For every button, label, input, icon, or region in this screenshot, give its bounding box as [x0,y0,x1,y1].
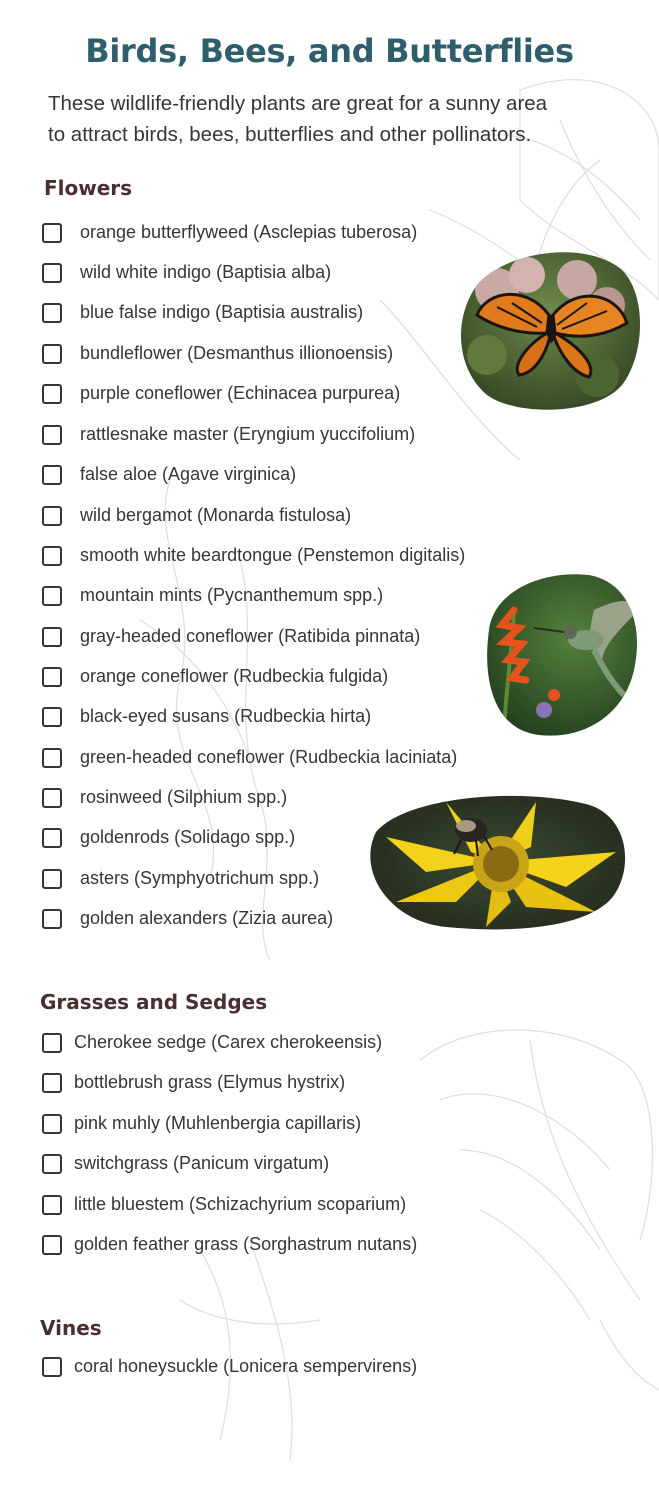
checklist-item[interactable] [42,1356,417,1377]
checklist-item[interactable] [42,868,319,889]
bee-on-flower-photo [366,792,631,932]
item-label: orange coneflower (Rudbeckia fulgida) [80,666,389,686]
intro-line-2: to attract birds, bees, butterflies and other pollinators. [48,123,532,146]
checkbox[interactable] [42,1073,62,1093]
checklist-item[interactable] [42,505,351,526]
item-label: goldenrods (Solidago spp.) [80,827,296,847]
item-label: false aloe (Agave virginica) [80,464,297,484]
checklist-item[interactable] [42,383,400,404]
checklist-item[interactable] [42,545,465,566]
item-label: coral honeysuckle (Lonicera sempervirens) [74,1356,418,1376]
checkbox[interactable] [42,586,62,606]
checklist-item[interactable] [42,666,388,687]
checklist-item[interactable] [42,908,333,929]
checklist-item[interactable] [42,262,331,283]
checkbox[interactable] [42,1114,62,1134]
checkbox[interactable] [42,748,62,768]
checklist-item[interactable] [42,747,457,768]
item-label: gray-headed coneflower (Ratibida pinnata) [80,626,421,646]
item-label: smooth white beardtongue (Penstemon digitalis) [80,545,466,565]
checklist-item[interactable] [42,1032,382,1053]
item-label: orange butterflyweed (Asclepias tuberosa) [80,222,418,242]
item-label: black-eyed susans (Rudbeckia hirta) [80,706,372,726]
checkbox[interactable] [42,506,62,526]
checklist-item[interactable] [42,706,371,727]
checkbox[interactable] [42,707,62,727]
item-label: little bluestem (Schizachyrium scoparium) [74,1194,407,1214]
checklist-item[interactable] [42,464,296,485]
item-label: mountain mints (Pycnanthemum spp.) [80,585,384,605]
checkbox[interactable] [42,1154,62,1174]
checkbox[interactable] [42,546,62,566]
vines-checklist [42,1356,602,1386]
item-label: blue false indigo (Baptisia australis) [80,302,364,322]
checkbox[interactable] [42,384,62,404]
checklist-item[interactable] [42,1153,329,1174]
monarch-butterfly-photo [457,245,641,413]
item-label: pink muhly (Muhlenbergia capillaris) [74,1113,362,1133]
checklist-item[interactable] [42,222,417,243]
checkbox[interactable] [42,1195,62,1215]
checkbox[interactable] [42,909,62,929]
checklist-item[interactable] [42,1194,406,1215]
checklist-item[interactable] [42,1113,361,1134]
item-label: green-headed coneflower (Rudbeckia laciniata) [80,747,458,767]
checklist-item[interactable] [42,787,287,808]
intro-line-1: These wildlife-friendly plants are great for a sunny area [48,92,548,115]
checklist-item[interactable] [42,343,393,364]
item-label: rosinweed (Silphium spp.) [80,787,288,807]
checkbox[interactable] [42,465,62,485]
hummingbird-photo [474,570,640,738]
flowers-heading: Flowers [44,176,133,200]
grasses-checklist [42,1032,602,1262]
checkbox[interactable] [42,828,62,848]
item-label: wild bergamot (Monarda fistulosa) [80,505,352,525]
checkbox[interactable] [42,223,62,243]
grasses-heading: Grasses and Sedges [40,990,268,1014]
checkbox[interactable] [42,263,62,283]
checklist-item[interactable] [42,827,295,848]
checklist-item[interactable] [42,1072,345,1093]
checkbox[interactable] [42,344,62,364]
checkbox[interactable] [42,425,62,445]
checklist-item[interactable] [42,302,363,323]
checkbox[interactable] [42,1033,62,1053]
item-label: asters (Symphyotrichum spp.) [80,868,320,888]
checkbox[interactable] [42,627,62,647]
checkbox[interactable] [42,303,62,323]
page-title: Birds, Bees, and Butterflies [85,32,574,70]
checklist-item[interactable] [42,424,415,445]
checkbox[interactable] [42,667,62,687]
checklist-item[interactable] [42,585,383,606]
checkbox[interactable] [42,869,62,889]
intro-text [48,88,638,150]
item-label: bottlebrush grass (Elymus hystrix) [74,1072,346,1092]
item-label: switchgrass (Panicum virgatum) [74,1153,330,1173]
checklist-item[interactable] [42,626,420,647]
checkbox[interactable] [42,788,62,808]
item-label: golden alexanders (Zizia aurea) [80,908,334,928]
item-label: Cherokee sedge (Carex cherokeensis) [74,1032,383,1052]
vines-heading: Vines [40,1316,102,1340]
item-label: purple coneflower (Echinacea purpurea) [80,383,401,403]
item-label: bundleflower (Desmanthus illionoensis) [80,343,394,363]
item-label: wild white indigo (Baptisia alba) [80,262,332,282]
item-label: golden feather grass (Sorghastrum nutans) [74,1234,418,1254]
checkbox[interactable] [42,1235,62,1255]
item-label: rattlesnake master (Eryngium yuccifolium) [80,424,416,444]
checkbox[interactable] [42,1357,62,1377]
checklist-item[interactable] [42,1234,417,1255]
